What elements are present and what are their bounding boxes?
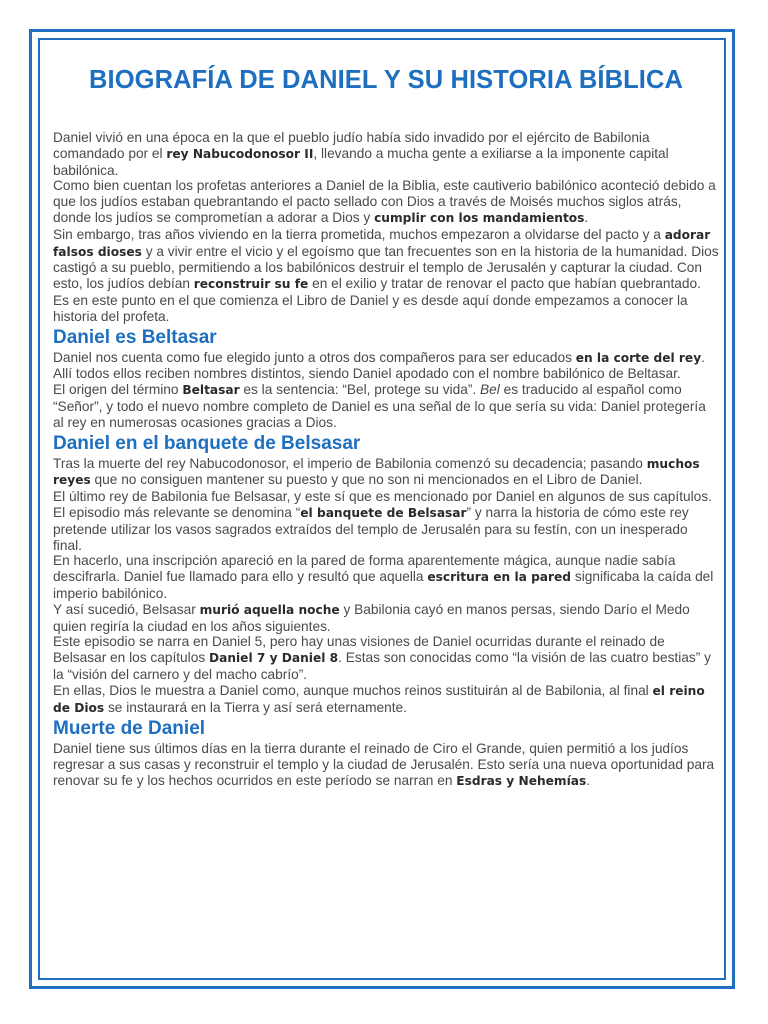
bold-text: Beltasar xyxy=(182,383,240,398)
bold-text: el banquete de Belsasar xyxy=(300,505,467,520)
text-run: . xyxy=(584,209,589,225)
text-run: Sin embargo, tras años viviendo en la tierra prometida, muchos empezaron a olvidarse del pacto y a xyxy=(53,226,665,242)
paragraph xyxy=(53,227,719,293)
text-run: El origen del término xyxy=(53,382,183,398)
text-run: . xyxy=(586,772,591,788)
section-heading: Daniel en el banquete de Belsasar xyxy=(53,432,361,454)
text-run: En ellas, Dios le muestra a Daniel como, aunque muchos reinos sustituirán al de Babilonia, al final xyxy=(53,682,653,698)
paragraph xyxy=(53,130,719,178)
text-run: , llevando a mucha gente a exiliarse a la imponente capital babilónica. xyxy=(53,145,669,178)
text-run: en el exilio y tratar de renovar el pacto que habían quebrantado. xyxy=(308,276,701,292)
text-run: que no consiguen mantener su puesto y que no son ni mencionados en el Libro de Daniel. xyxy=(90,472,643,488)
bold-text: reconstruir su fe xyxy=(193,277,309,292)
text-run: Daniel vivió en una época en la que el pueblo judío había sido invadido por el ejército de Babilonia comandado por el xyxy=(53,130,650,161)
paragraph xyxy=(53,293,719,325)
paragraph xyxy=(53,456,719,490)
bold-text: en la corte del rey xyxy=(575,350,702,365)
text-run: Y así sucedió, Belsasar xyxy=(53,601,200,617)
text-run: se instaurará en la Tierra y así será eternamente. xyxy=(104,699,407,715)
intro-section xyxy=(53,130,719,325)
text-run: es traducido al español como “Señor”, y todo el nuevo nombre completo de Daniel es una señal de lo que sería su vida: Daniel protegería al rey en numerosas ocasiones gracias a Dios. xyxy=(53,382,706,430)
text-run: Daniel nos cuenta como fue elegido junto a otros dos compañeros para ser educados xyxy=(53,349,576,365)
bold-text: el reino de Dios xyxy=(53,683,705,715)
paragraph xyxy=(53,489,719,553)
text-run: Este episodio se narra en Daniel 5, pero hay unas visiones de Daniel ocurridas durante el reinado de Belsasar en los capítulos xyxy=(53,634,665,666)
bold-text: rey Nabucodonosor II xyxy=(166,146,314,161)
italic-text: Bel xyxy=(480,382,500,398)
paragraph xyxy=(53,350,719,383)
bold-text: adorar falsos dioses xyxy=(53,227,711,259)
text-run: y a vivir entre el vicio y el egoísmo que tan frecuentes son en la historia de la humanidad. Dios castigó a su pueblo, permitiendo a los babilónicos destruir el templo de Jerusalén y capturar la ciudad. Con esto, los judíos debían xyxy=(53,243,719,292)
page-title: BIOGRAFÍA DE DANIEL Y SU HISTORIA BÍBLICA xyxy=(89,66,683,94)
bold-text: escritura en la pared xyxy=(427,570,572,585)
text-run: es la sentencia: “Bel, protege su vida”. xyxy=(239,382,481,398)
bold-text: Daniel 7 y Daniel 8 xyxy=(208,651,339,666)
text-run: El último rey de Babilonia fue Belsasar, y este sí que es mencionado por Daniel en algunos de sus capítulos. El episodio más relevante se denomina “ xyxy=(53,489,712,520)
section xyxy=(53,717,719,789)
paragraph xyxy=(53,634,719,682)
paragraph xyxy=(53,178,719,226)
text-run: significaba la caída del imperio babilónico. xyxy=(53,569,714,601)
bold-text: Esdras y Nehemías xyxy=(456,773,587,788)
article xyxy=(53,60,719,790)
text-run: Tras la muerte del rey Nabucodonosor, el imperio de Babilonia comenzó su decadencia; pasando xyxy=(53,455,647,471)
section xyxy=(53,432,719,717)
section-heading: Daniel es Beltasar xyxy=(53,326,217,348)
bold-text: murió aquella noche xyxy=(199,602,340,617)
bold-text: cumplir con los mandamientos xyxy=(374,210,585,225)
article-sections xyxy=(53,326,719,790)
bold-text: muchos reyes xyxy=(53,456,700,488)
paragraph xyxy=(53,382,719,430)
text-run: y Babilonia cayó en manos persas, siendo Darío el Medo quien regiría la ciudad en los años siguientes. xyxy=(53,601,690,634)
text-run: . Estas son conocidas como “la visión de las cuatro bestias” y la “visión del carnero y del macho cabrío”. xyxy=(53,650,711,682)
paragraph xyxy=(53,602,719,635)
text-run: Daniel tiene sus últimos días en la tierra durante el reinado de Ciro el Grande, quien permitió a los judíos regresar a sus casas y reconstruir el templo y la ciudad de Jerusalén. Esto sería una nueva oportunidad para renovar su fe y los hechos ocurridos en este período se narran en xyxy=(53,741,715,788)
paragraph xyxy=(53,683,719,717)
text-run: ” y narra la historia de cómo este rey pretende utilizar los vasos sagrados extraídos del templo de Jerusalén para su festín, con un inesperado final. xyxy=(53,504,689,553)
text-run: Como bien cuentan los profetas anteriores a Daniel de la Biblia, este cautiverio babilónico aconteció debido a que los judíos estaban quebrantando el pacto sellado con Dios a través de Moisés muchos siglos atrás, donde los judíos se comprometían a adorar a Dios y xyxy=(53,178,716,225)
text-run: . Allí todos ellos reciben nombres distintos, siendo Daniel apodado con el nombre babilónico de Beltasar. xyxy=(53,349,705,382)
paragraph xyxy=(53,741,719,789)
text-run: Es en este punto en el que comienza el Libro de Daniel y es desde aquí donde empezamos a conocer la historia del profeta. xyxy=(53,292,688,324)
section-heading: Muerte de Daniel xyxy=(53,718,206,740)
section xyxy=(53,326,719,431)
paragraph xyxy=(53,553,719,601)
text-run: En hacerlo, una inscripción apareció en la pared de forma aparentemente mágica, aunque nadie sabía descifrarla. Daniel fue llamado para ello y resultó que aquella xyxy=(53,553,676,585)
